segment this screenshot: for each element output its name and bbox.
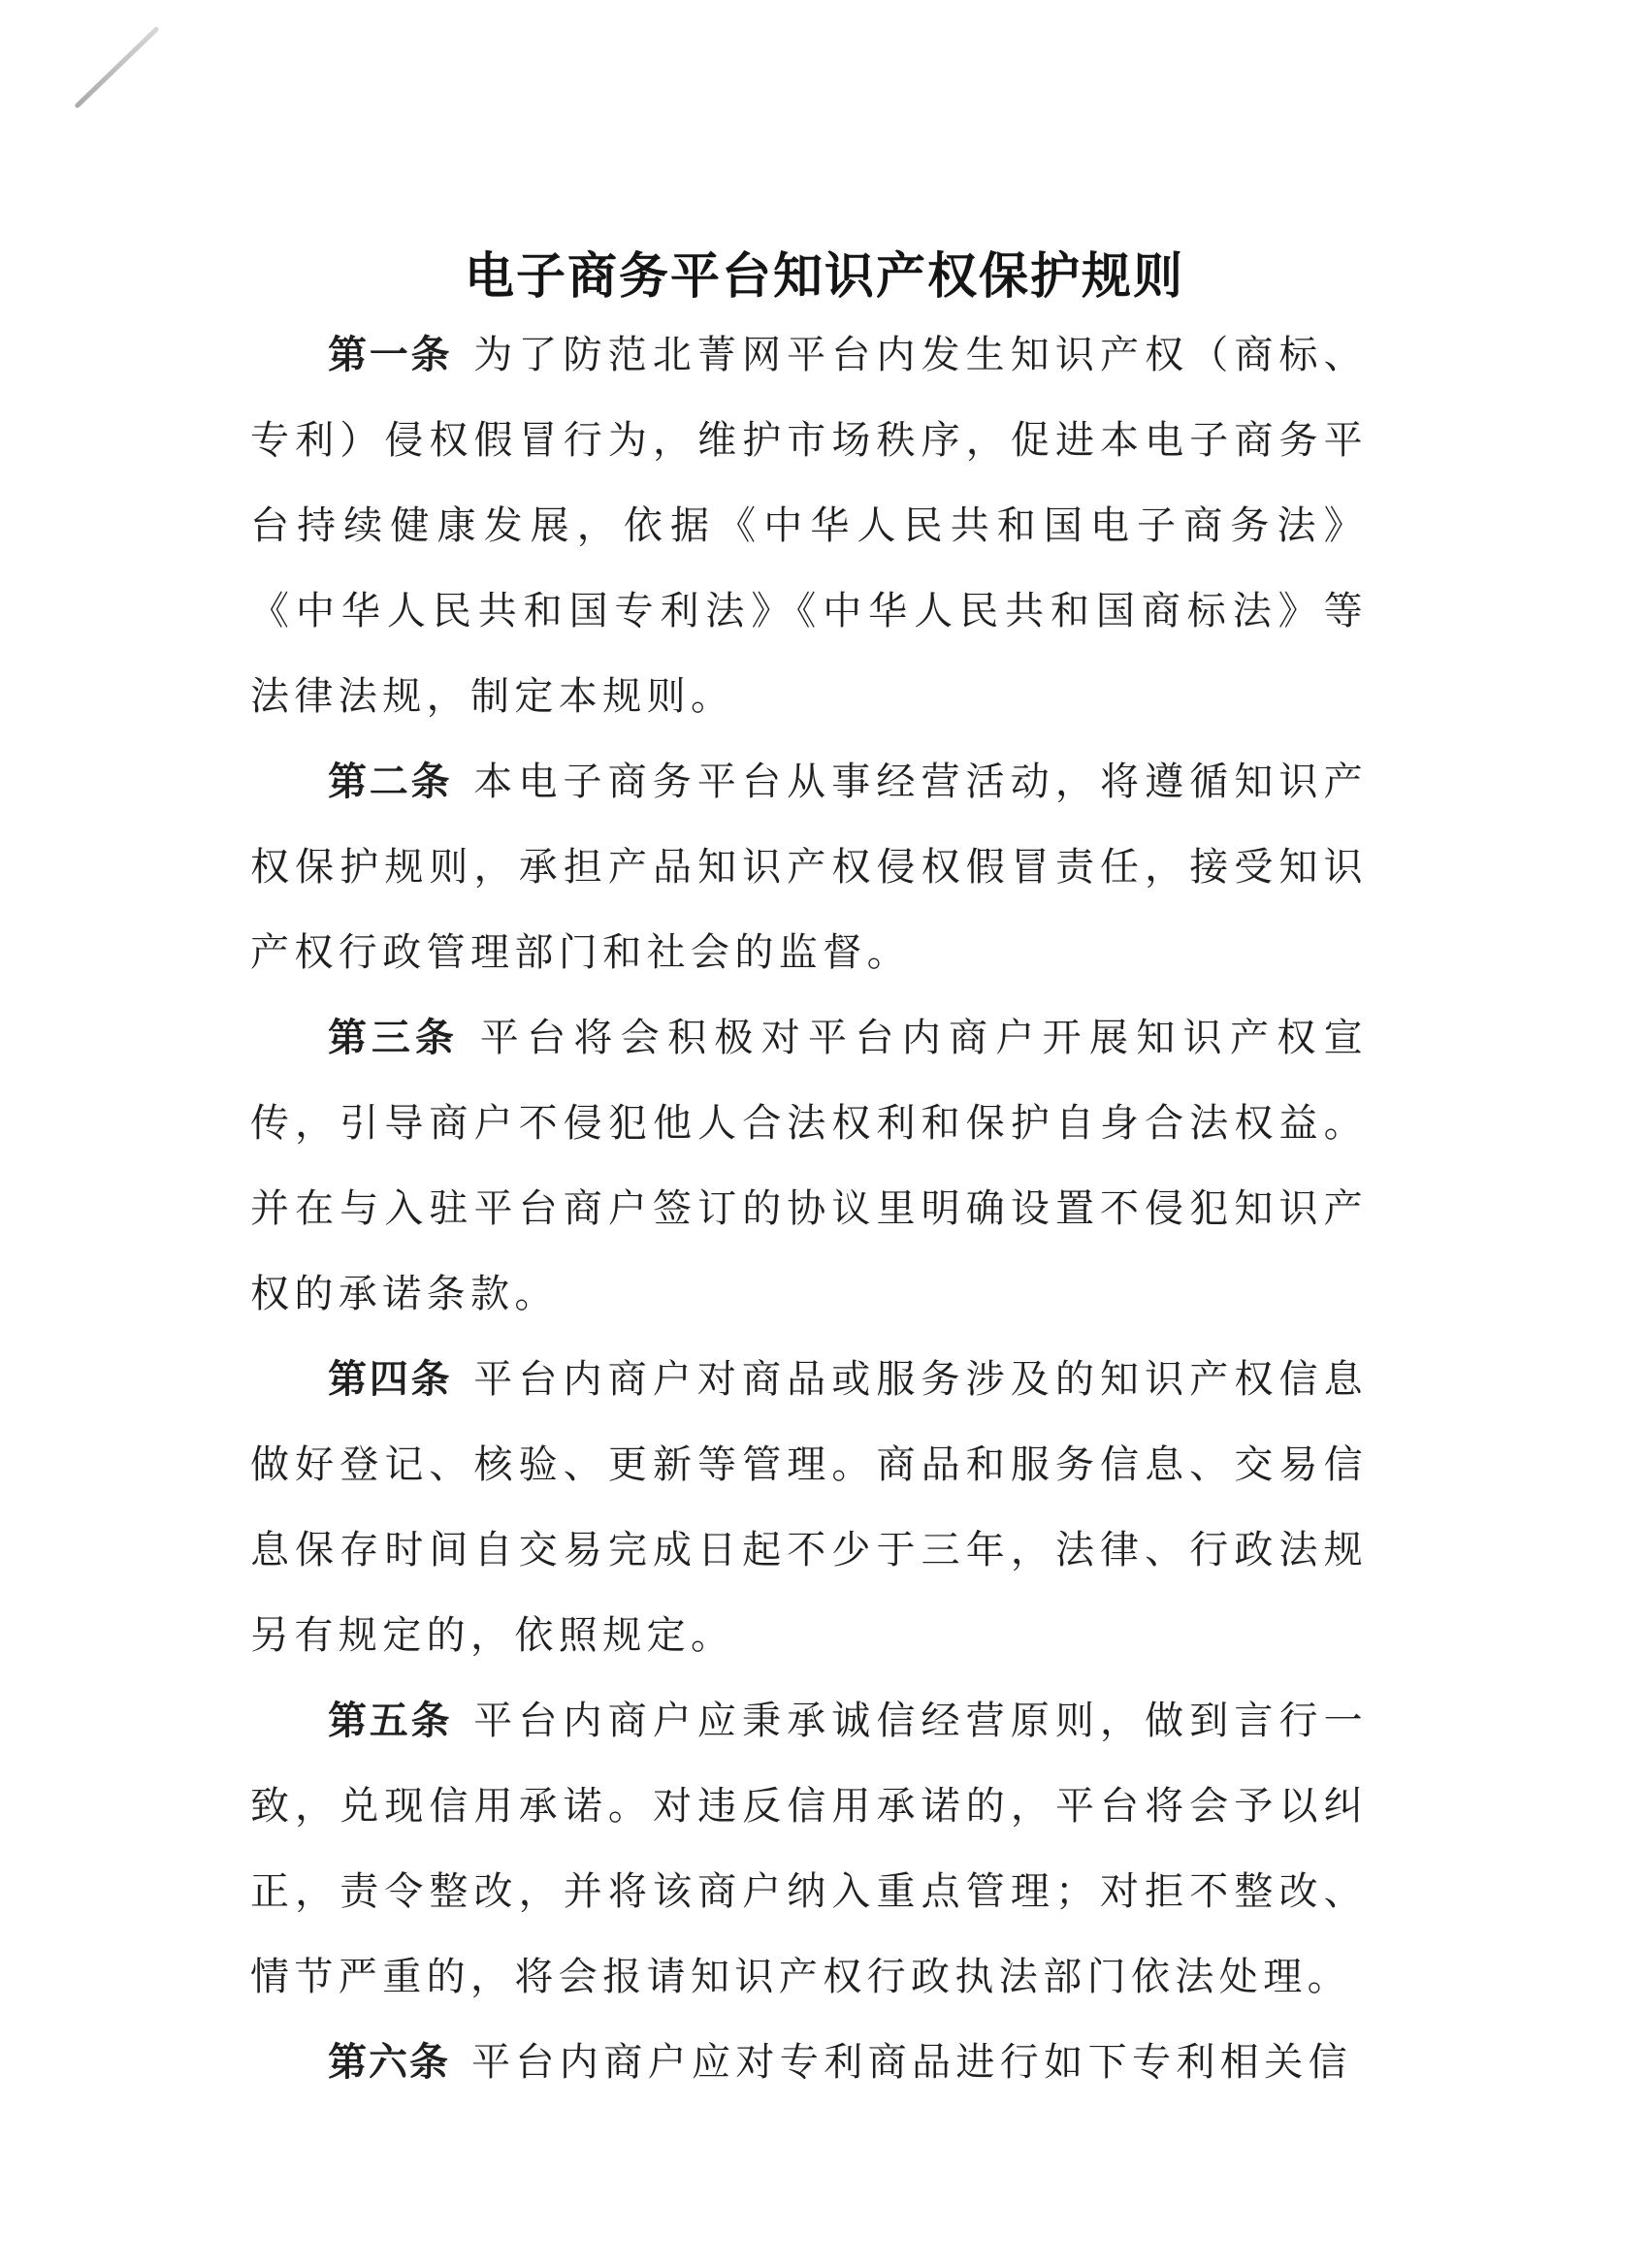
article-label: 第六条: [328, 2040, 450, 2085]
article-2: [250, 739, 1368, 995]
article-text: 平台内商户应对专利商品进行如下专利相关信: [471, 2040, 1352, 2085]
article-3: [250, 995, 1368, 1337]
article-1: [250, 312, 1368, 739]
article-label: 第三条: [328, 1016, 459, 1060]
article-5: [250, 1678, 1368, 2020]
article-label: 第二条: [328, 760, 453, 804]
document-body: [250, 312, 1368, 2105]
article-6: [250, 2020, 1368, 2105]
scan-pen-mark: [74, 26, 159, 110]
article-text: 平台内商户对商品或服务涉及的知识产权信息做好登记、核验、更新等管理。商品和服务信息、交易信息保存时间自交易完成日起不少于三年，法律、行政法规另有规定的，依照规定。: [250, 1357, 1369, 1658]
article-label: 第五条: [328, 1699, 453, 1743]
article-4: [250, 1337, 1368, 1678]
article-label: 第一条: [328, 333, 453, 377]
article-text: 本电子商务平台从事经营活动，将遵循知识产权保护规则，承担产品知识产权侵权假冒责任，接受知识产权行政管理部门和社会的监督。: [250, 760, 1369, 975]
article-text: 为了防范北菁网平台内发生知识产权（商标、专利）侵权假冒行为，维护市场秩序，促进本电子商务平台持续健康发展，依据《中华人民共和国电子商务法》《中华人民共和国专利法》《中华人民共和国商标法》等法律法规，制定本规则。: [250, 333, 1369, 719]
page-title: 电子商务平台知识产权保护规则: [464, 248, 1184, 307]
article-label: 第四条: [328, 1357, 453, 1402]
article-text: 平台将会积极对平台内商户开展知识产权宣传，引导商户不侵犯他人合法权利和保护自身合法权益。并在与入驻平台商户签订的协议里明确设置不侵犯知识产权的承诺条款。: [250, 1016, 1369, 1316]
article-text: 平台内商户应秉承诚信经营原则，做到言行一致，兑现信用承诺。对违反信用承诺的，平台将会予以纠正，责令整改，并将该商户纳入重点管理；对拒不整改、情节严重的，将会报请知识产权行政执法部门依法处理。: [250, 1699, 1369, 1999]
